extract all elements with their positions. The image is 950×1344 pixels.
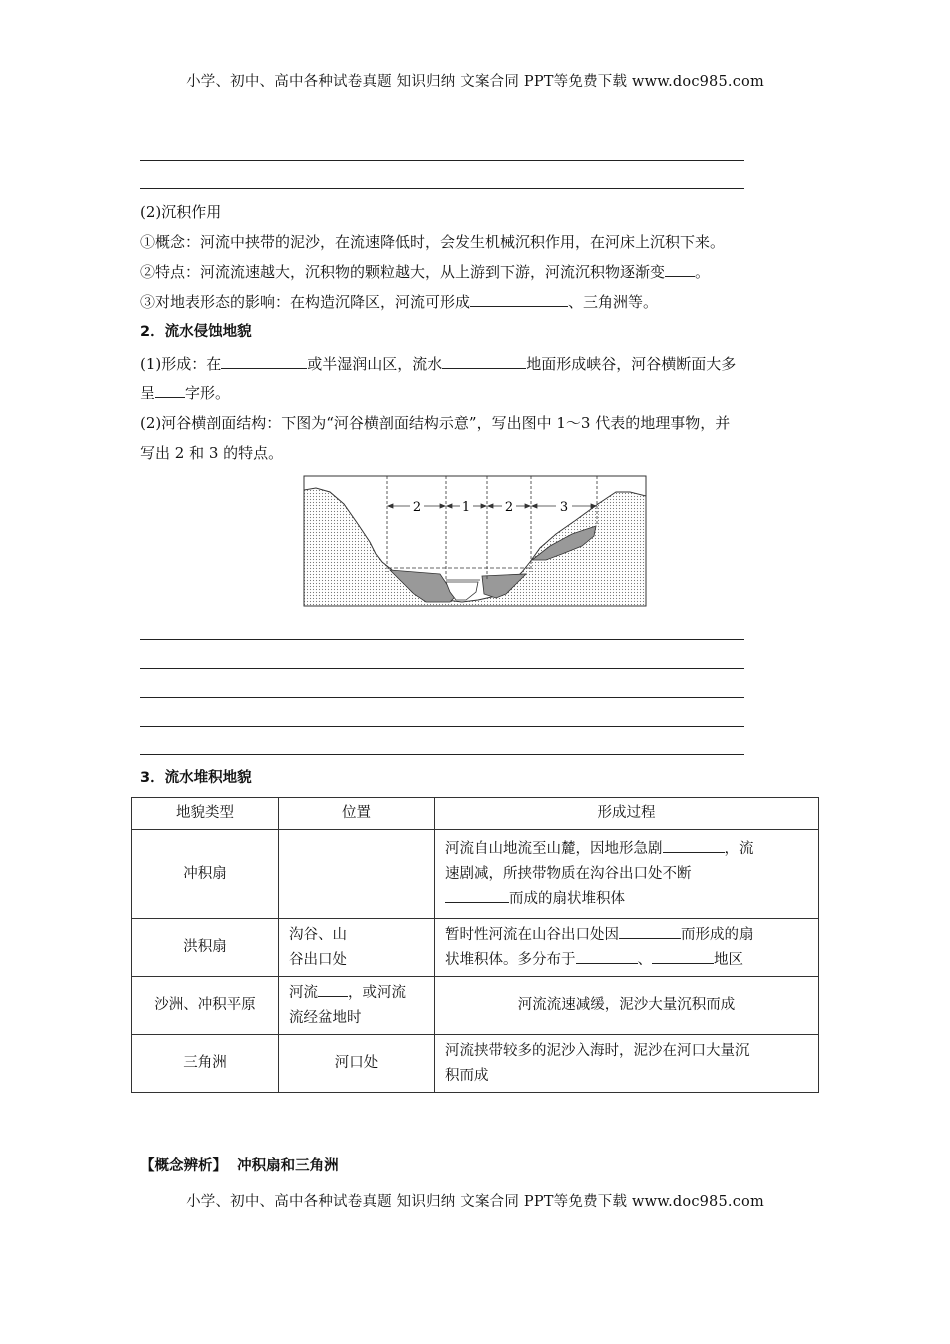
table-header: 位置 bbox=[279, 798, 435, 830]
blank-field[interactable] bbox=[318, 982, 348, 997]
blank-field[interactable] bbox=[652, 949, 714, 964]
erosion-title: 2．流水侵蚀地貌 bbox=[140, 324, 252, 340]
blank-field[interactable] bbox=[442, 354, 526, 369]
table-row bbox=[132, 919, 819, 977]
blank-field[interactable] bbox=[619, 924, 681, 939]
page-header: 小学、初中、高中各种试卷真题 知识归纳 文案合同 PPT等免费下载 www.doc985.com bbox=[186, 74, 764, 90]
diagram-label: 1 bbox=[461, 500, 471, 515]
blank-field[interactable] bbox=[155, 383, 185, 398]
landform-type: 沙洲、冲积平原 bbox=[132, 977, 279, 1035]
answer-line bbox=[140, 188, 744, 189]
table-row bbox=[132, 1035, 819, 1093]
answer-line bbox=[140, 668, 744, 669]
table-header: 地貌类型 bbox=[132, 798, 279, 830]
blank-field[interactable] bbox=[576, 949, 638, 964]
deposition-concept: ①概念：河流中挟带的泥沙，在流速降低时，会发生机械沉积作用，在河床上沉积下来。 bbox=[140, 233, 726, 251]
answer-line bbox=[140, 639, 744, 640]
landform-process: 河流流速减缓，泥沙大量沉积而成 bbox=[435, 977, 819, 1035]
landform-position: 河口处 bbox=[279, 1035, 435, 1093]
landform-position: 河流 ，或河流 流经盆地时 bbox=[279, 977, 435, 1035]
landform-position bbox=[279, 830, 435, 919]
landform-type: 洪积扇 bbox=[132, 919, 279, 977]
landform-process: 河流自山地流至山麓，因地形急剧 ，流 速剧减，所挟带物质在沟谷出口处不断 而成的扇状堆积体 bbox=[435, 830, 819, 919]
answer-line bbox=[140, 754, 744, 755]
diagram-label: 3 bbox=[559, 500, 569, 515]
erosion-structure: (2)河谷横剖面结构：下图为“河谷横剖面结构示意”，写出图中 1～3 代表的地理事物，并 bbox=[140, 414, 731, 432]
landform-process: 暂时性河流在山谷出口处因 而形成的扇 状堆积体。多分布于 、 地区 bbox=[435, 919, 819, 977]
valley-cross-section-diagram bbox=[300, 474, 650, 610]
blank-field[interactable] bbox=[665, 262, 695, 277]
diagram-label: 2 bbox=[412, 500, 422, 515]
deposition-effect: ③对地表形态的影响：在构造沉降区，河流可形成 、三角洲等。 bbox=[140, 293, 659, 311]
concept-analysis-heading: 【概念辨析】 冲积扇和三角洲 bbox=[140, 1158, 339, 1174]
accumulation-landform-table bbox=[131, 797, 819, 1093]
diagram-label: 2 bbox=[504, 500, 514, 515]
answer-line bbox=[140, 697, 744, 698]
deposition-feature: ②特点：河流流速越大，沉积物的颗粒越大，从上游到下游，河流沉积物逐渐变 。 bbox=[140, 263, 711, 281]
accumulation-title: 3．流水堆积地貌 bbox=[140, 770, 252, 786]
answer-line bbox=[140, 160, 744, 161]
landform-type: 三角洲 bbox=[132, 1035, 279, 1093]
table-row bbox=[132, 977, 819, 1035]
table-header-row bbox=[132, 798, 819, 830]
erosion-formation: (1)形成：在 或半湿润山区，流水 地面形成峡谷，河谷横断面大多 bbox=[140, 355, 737, 373]
page-footer: 小学、初中、高中各种试卷真题 知识归纳 文案合同 PPT等免费下载 www.doc985.com bbox=[186, 1194, 764, 1210]
blank-field[interactable] bbox=[663, 838, 725, 853]
table-row bbox=[132, 830, 819, 919]
table-header: 形成过程 bbox=[435, 798, 819, 830]
blank-field[interactable] bbox=[445, 888, 509, 903]
landform-type: 冲积扇 bbox=[132, 830, 279, 919]
answer-line bbox=[140, 726, 744, 727]
erosion-formation-cont: 呈 字形。 bbox=[140, 384, 231, 402]
deposition-title: (2)沉积作用 bbox=[140, 203, 222, 221]
landform-position: 沟谷、山 谷出口处 bbox=[279, 919, 435, 977]
blank-field[interactable] bbox=[470, 292, 568, 307]
landform-process: 河流挟带较多的泥沙入海时，泥沙在河口大量沉 积而成 bbox=[435, 1035, 819, 1093]
blank-field[interactable] bbox=[221, 354, 307, 369]
erosion-structure-cont: 写出 2 和 3 的特点。 bbox=[140, 444, 284, 462]
